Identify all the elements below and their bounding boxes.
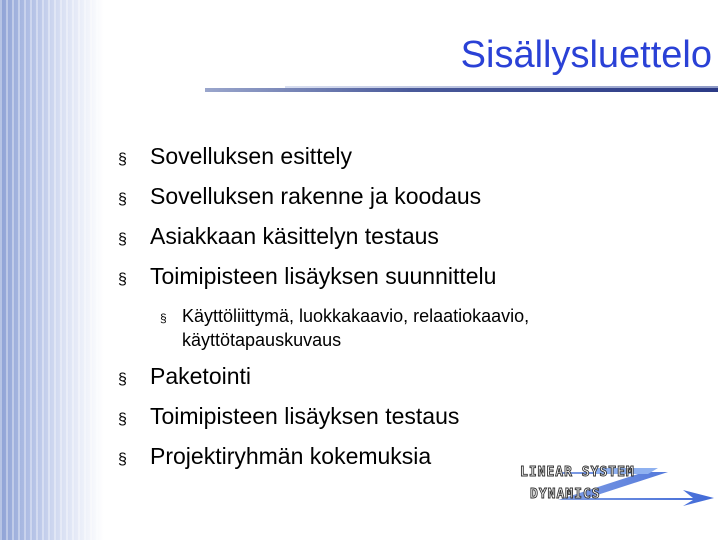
bullet-icon: §: [118, 191, 127, 208]
list-item-text: Toimipisteen lisäyksen testaus: [150, 403, 460, 429]
bullet-icon: §: [118, 231, 127, 248]
slide-title: Sisällysluettelo: [460, 34, 712, 76]
bullet-icon: §: [118, 271, 127, 288]
logo-line1: LINEAR SYSTEM: [520, 465, 635, 480]
list-item-text: Projektiryhmän kokemuksia: [150, 443, 432, 469]
bullet-icon: §: [118, 411, 127, 428]
list-item: [118, 358, 688, 398]
bullet-icon: §: [118, 451, 127, 468]
list-item-text: Asiakkaan käsittelyn testaus: [150, 223, 439, 249]
sub-list-item: [160, 298, 688, 358]
linear-system-dynamics-logo: [518, 460, 714, 508]
sub-list-item-text: Käyttöliittymä, luokkakaavio, relaatiokaavio, käyttötapauskuvaus: [182, 306, 530, 350]
list-item-text: Toimipisteen lisäyksen suunnittelu: [150, 263, 497, 289]
list-item: [118, 218, 688, 258]
bullet-list: [118, 138, 688, 478]
list-item-text: Paketointi: [150, 363, 252, 389]
list-item: [118, 178, 688, 218]
stripe-pattern: [0, 0, 104, 540]
list-item-text: Sovelluksen esittely: [150, 143, 352, 169]
list-item: [118, 398, 688, 438]
title-underline: [205, 86, 718, 96]
bullet-icon: §: [118, 371, 127, 388]
underline-dark: [205, 88, 718, 92]
list-item: [118, 258, 688, 298]
list-item-text: Sovelluksen rakenne ja koodaus: [150, 183, 482, 209]
sub-bullet-icon: §: [160, 311, 167, 325]
list-item: [118, 138, 688, 178]
bullet-icon: §: [118, 151, 127, 168]
logo-line2: DYNAMICS: [530, 487, 601, 502]
